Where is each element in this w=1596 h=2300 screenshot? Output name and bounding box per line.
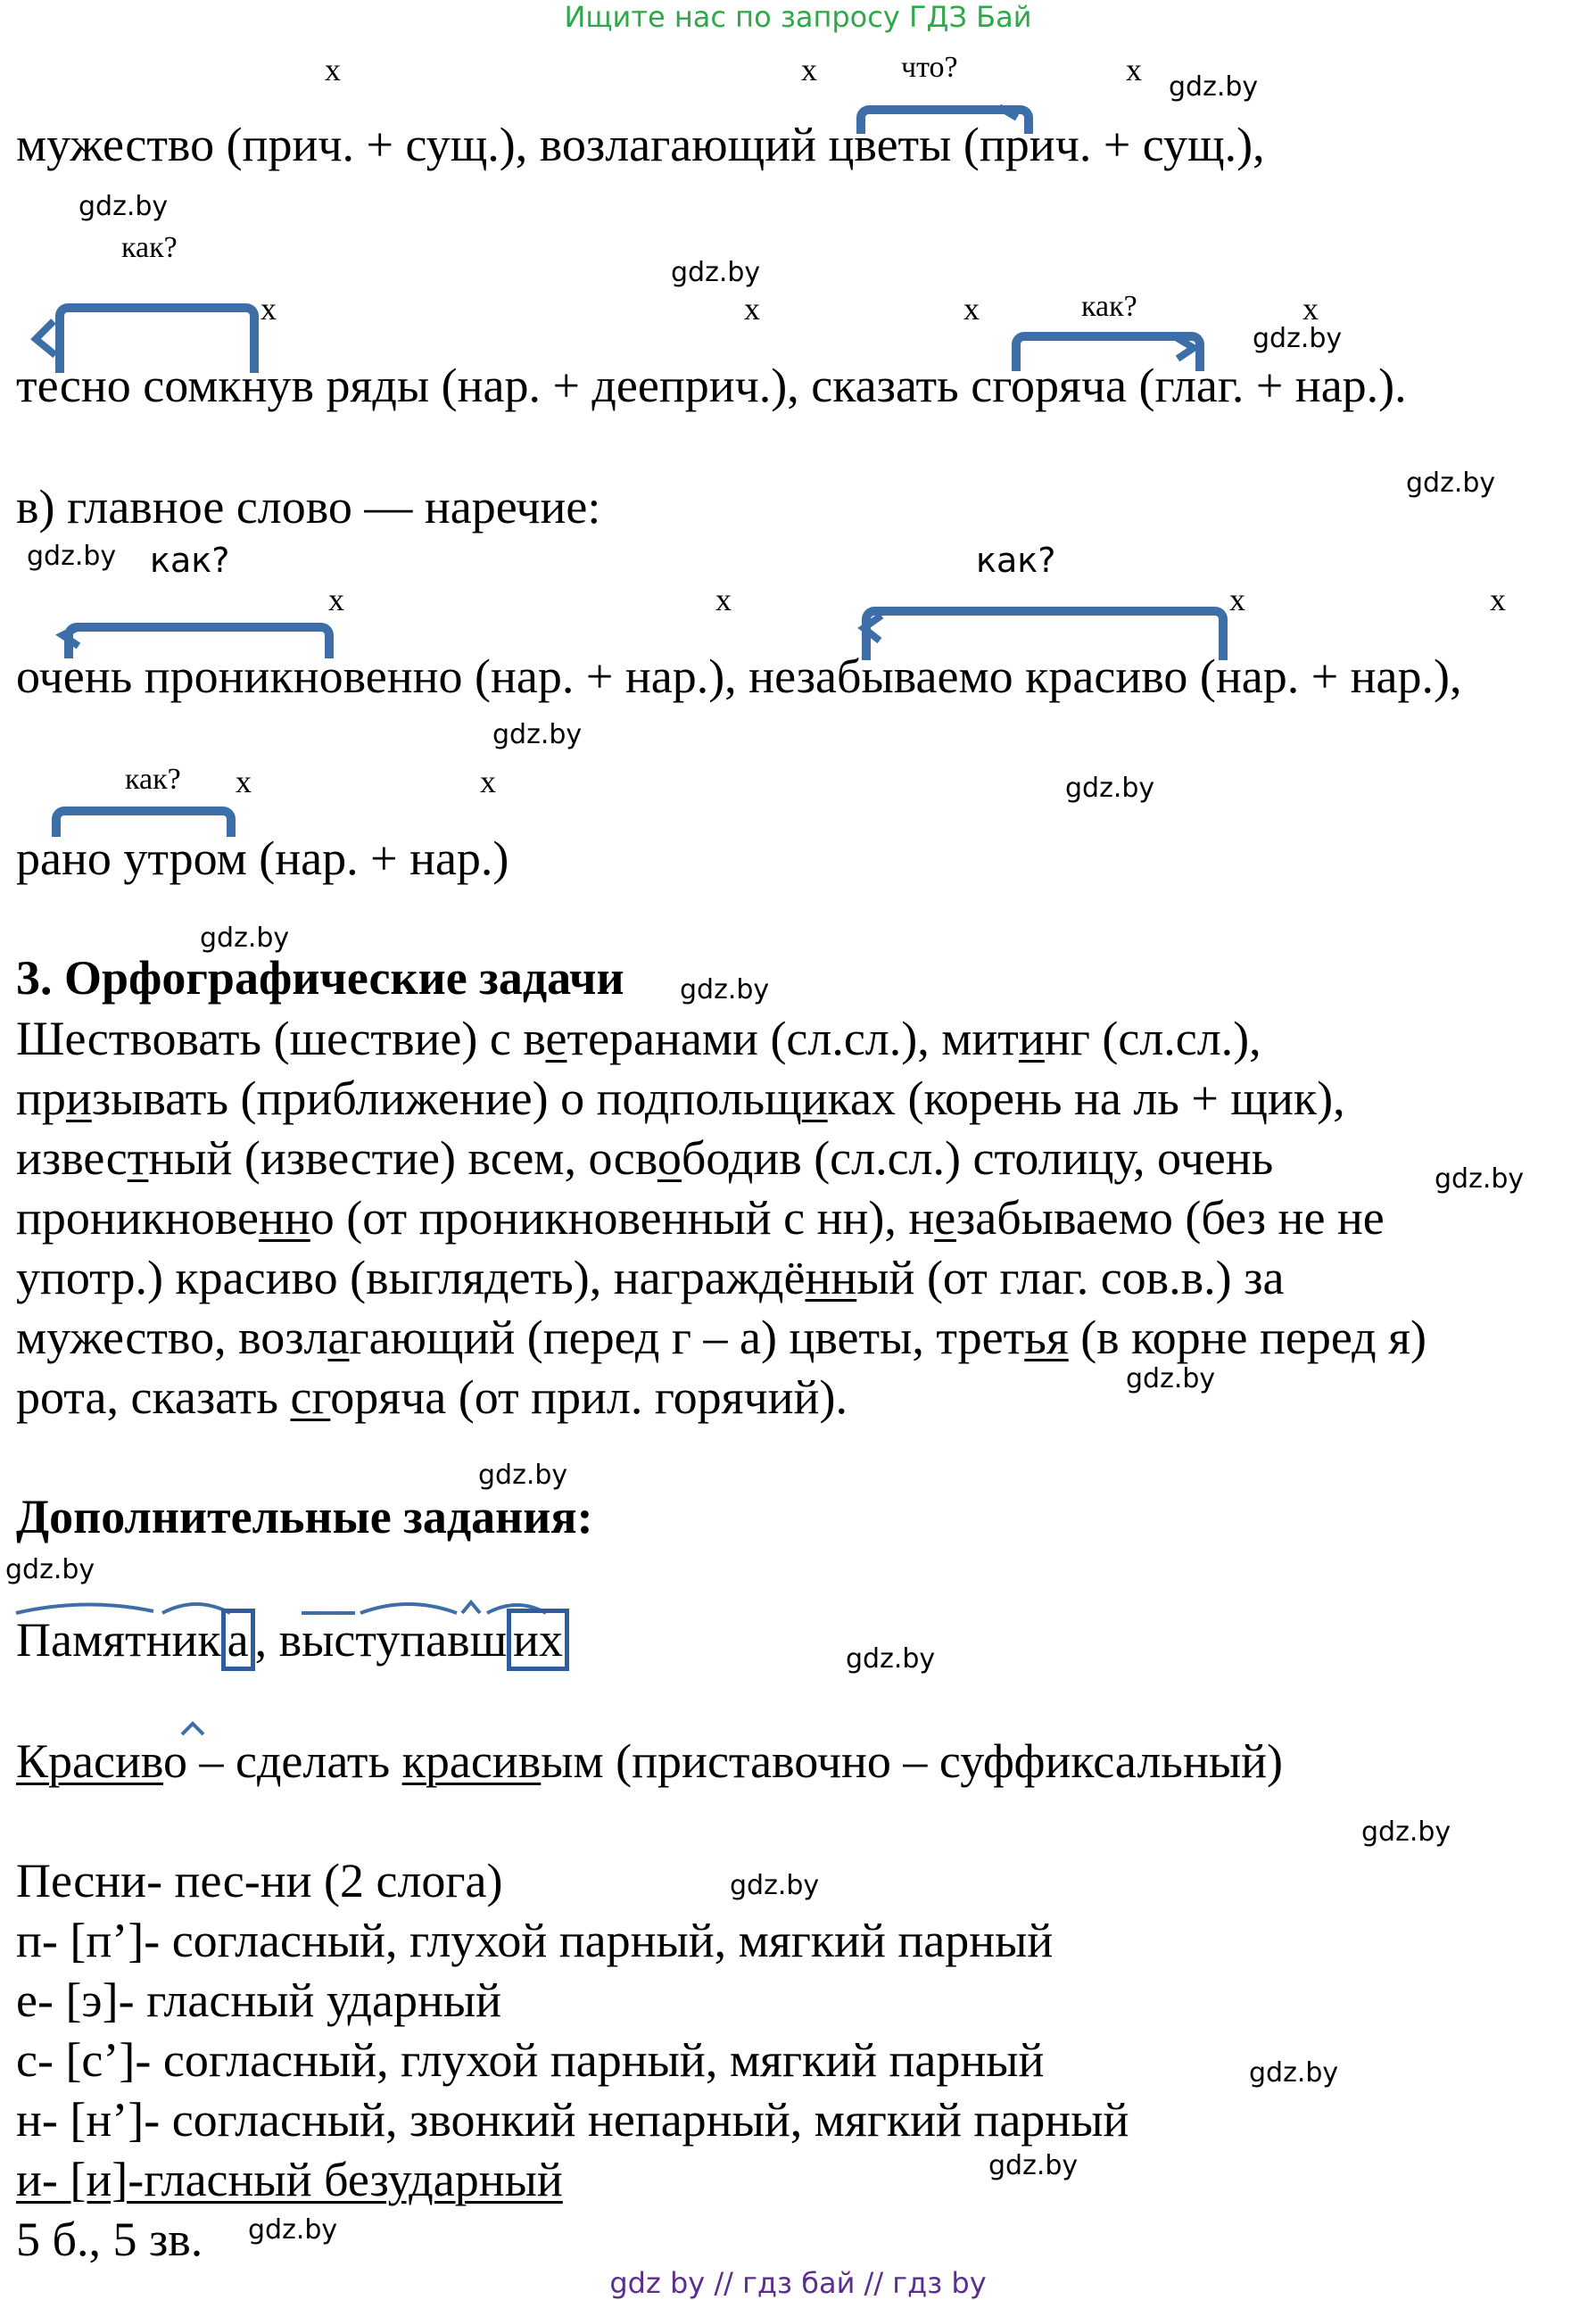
mark-x: х bbox=[744, 291, 760, 327]
watermark: gdz.by bbox=[671, 257, 761, 288]
text: – сделать bbox=[186, 1734, 402, 1788]
mark-x: х bbox=[1490, 582, 1506, 617]
watermark: gdz.by bbox=[1435, 1163, 1525, 1195]
text: гающий (перед г – а) цветы, трет bbox=[349, 1311, 1025, 1364]
text: и bbox=[1018, 1012, 1045, 1065]
mark-question: как? bbox=[150, 541, 230, 580]
watermark: gdz.by bbox=[79, 191, 169, 222]
text: бодив (сл.сл.) столицу, очень bbox=[681, 1131, 1274, 1185]
watermark: gdz.by bbox=[730, 1870, 820, 1901]
mark-x: х bbox=[1126, 52, 1142, 87]
mark-question: как? bbox=[1081, 290, 1137, 323]
watermark: gdz.by bbox=[846, 1643, 936, 1675]
text: ках (корень на ль + щик), bbox=[827, 1071, 1345, 1125]
watermark: gdz.by bbox=[248, 2214, 338, 2246]
watermark: gdz.by bbox=[1361, 1816, 1451, 1848]
mark-question: как? bbox=[121, 231, 178, 264]
phonetic-line-0: Песни- пес-ни (2 слога) bbox=[16, 1854, 503, 1907]
text: сг bbox=[290, 1370, 331, 1424]
word-formation-line bbox=[16, 1734, 1283, 1788]
mark-x: х bbox=[480, 764, 496, 799]
text: и bbox=[801, 1071, 828, 1125]
mark-x: х bbox=[1229, 582, 1245, 617]
text: Шествовать (шествие) с в bbox=[16, 1012, 546, 1065]
mark-x: х bbox=[236, 764, 252, 799]
mark-x: х bbox=[801, 52, 817, 87]
text: нн bbox=[805, 1251, 857, 1304]
extra-title: Дополнительные задания: bbox=[16, 1490, 593, 1543]
mark-x: х bbox=[1302, 291, 1319, 327]
mark-x: х bbox=[328, 582, 344, 617]
watermark: gdz.by bbox=[492, 719, 583, 750]
text: извес bbox=[16, 1131, 128, 1185]
text: о bbox=[162, 1734, 187, 1788]
text: а bbox=[327, 1311, 350, 1364]
watermark: gdz.by bbox=[1249, 2057, 1339, 2089]
ending-box: их bbox=[507, 1609, 569, 1671]
watermark: gdz.by bbox=[200, 922, 290, 954]
watermark: gdz.by bbox=[478, 1460, 568, 1491]
watermark: gdz.by bbox=[680, 974, 770, 1005]
text: Памятник bbox=[16, 1613, 221, 1667]
watermark: gdz.by bbox=[1065, 773, 1155, 804]
watermark: gdz.by bbox=[1406, 467, 1496, 499]
phonetic-line-5: и- [и]-гласный безударный bbox=[16, 2153, 563, 2206]
footer-links[interactable]: gdz by // гдз бай // гдз by bbox=[609, 2266, 987, 2300]
text: рота, сказать bbox=[16, 1370, 291, 1424]
text: Красив bbox=[16, 1734, 163, 1788]
line-3: в) главное слово — наречие: bbox=[16, 480, 601, 534]
text: проникнове bbox=[16, 1191, 259, 1245]
mark-x: х bbox=[963, 291, 980, 327]
phonetic-line-3: с- [с’]- согласный, глухой парный, мягкий парный bbox=[16, 2033, 1045, 2087]
text: о (от проникновенный с нн), н bbox=[310, 1191, 935, 1245]
top-banner[interactable]: Ищите нас по запросу ГДЗ Бай bbox=[564, 0, 1032, 34]
text: теранами (сл.сл.), мит bbox=[566, 1012, 1019, 1065]
text: ный (известие) всем, осв bbox=[148, 1131, 657, 1185]
phonetic-summary: 5 б., 5 зв. bbox=[16, 2213, 203, 2266]
watermark: gdz.by bbox=[988, 2150, 1079, 2181]
text: ым (приставочно – суффиксальный) bbox=[541, 1734, 1283, 1788]
text: нн bbox=[258, 1191, 310, 1245]
mark-x: х bbox=[260, 291, 277, 327]
watermark: gdz.by bbox=[1126, 1363, 1216, 1394]
text: и bbox=[65, 1071, 92, 1125]
line-2: тесно сомкнув ряды (нар. + дееприч.), сказать сгоряча (глаг. + нар.). bbox=[16, 359, 1407, 412]
text: зывать (приближение) о подпольщ bbox=[91, 1071, 802, 1125]
text: ья bbox=[1024, 1311, 1069, 1364]
text: е bbox=[545, 1012, 567, 1065]
text: е bbox=[934, 1191, 956, 1245]
mark-question: как? bbox=[976, 541, 1056, 580]
text: , выступавш bbox=[254, 1613, 508, 1667]
text: мужество, возл bbox=[16, 1311, 328, 1364]
mark-x: х bbox=[715, 582, 732, 617]
text: о bbox=[657, 1131, 682, 1185]
phonetic-line-4: н- [н’]- согласный, звонкий непарный, мягкий парный bbox=[16, 2093, 1129, 2147]
text: т bbox=[127, 1131, 149, 1185]
mark-question: что? bbox=[901, 51, 958, 84]
line-1: мужество (прич. + сущ.), возлагающий цветы (прич. + сущ.), bbox=[16, 118, 1265, 171]
text: (в корне перед я) bbox=[1068, 1311, 1426, 1364]
text: пр bbox=[16, 1071, 66, 1125]
line-4: очень проникновенно (нар. + нар.), незабываемо красиво (нар. + нар.), bbox=[16, 649, 1462, 703]
watermark: gdz.by bbox=[1169, 71, 1259, 103]
text: ый (от глаг. сов.в.) за bbox=[856, 1251, 1285, 1304]
text: нг (сл.сл.), bbox=[1044, 1012, 1261, 1065]
watermark: gdz.by bbox=[27, 541, 117, 572]
phonetic-line-2: е- [э]- гласный ударный bbox=[16, 1973, 502, 2027]
text: красив bbox=[401, 1734, 542, 1788]
mark-x: х bbox=[325, 52, 341, 87]
watermark: gdz.by bbox=[5, 1554, 95, 1585]
section-3-title: 3. Орфографические задачи bbox=[16, 951, 624, 1005]
text: употр.) красиво (выглядеть), награждё bbox=[16, 1251, 806, 1304]
morpheme-line bbox=[16, 1613, 569, 1667]
watermark: gdz.by bbox=[1253, 323, 1343, 354]
mark-question: как? bbox=[125, 763, 181, 796]
line-5: рано утром (нар. + нар.) bbox=[16, 831, 509, 885]
text: забываемо (без не не bbox=[955, 1191, 1385, 1245]
ending-box: а bbox=[221, 1609, 255, 1671]
phonetic-line-1: п- [п’]- согласный, глухой парный, мягкий парный bbox=[16, 1914, 1054, 1967]
text: оряча (от прил. горячий). bbox=[330, 1370, 848, 1424]
